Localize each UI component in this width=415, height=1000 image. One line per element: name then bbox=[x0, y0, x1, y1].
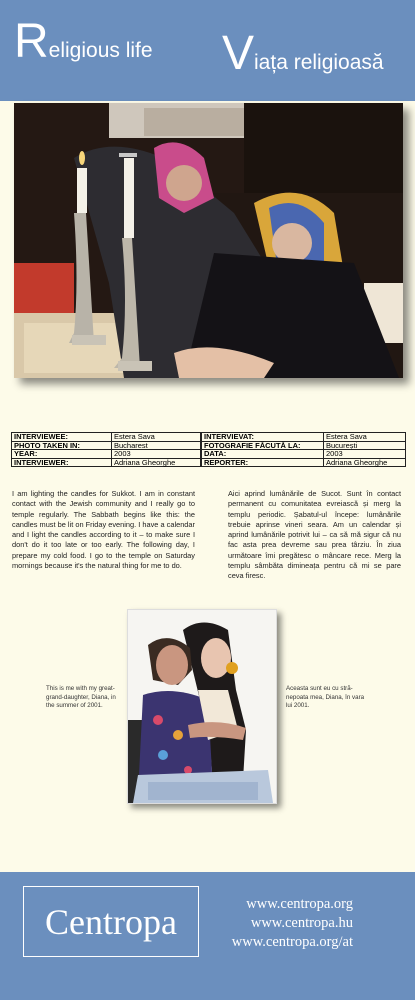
interview-table-romanian bbox=[201, 432, 406, 467]
table-row bbox=[202, 458, 406, 467]
row-label: DATA: bbox=[202, 450, 324, 459]
photo-grandmother-granddaughter-image bbox=[128, 610, 276, 803]
table-row bbox=[202, 433, 406, 442]
row-label: INTERVIEVAT: bbox=[202, 433, 324, 442]
row-label: YEAR: bbox=[12, 450, 112, 459]
row-value: Estera Sava bbox=[112, 433, 201, 442]
interview-table-english bbox=[11, 432, 201, 467]
body-text-english: I am lighting the candles for Sukkot. I am in constant contact with the Jewish community and I really go to temple regularly. The Sabbath begins like this: the candles must be lit on Friday evening. I have a calendar and I light the candles according to it – to make sure I don't do it too late or too early. The following day, I prepare my cold food. I go to the temple on Saturday mornings because it's the natural thing for me to do. bbox=[12, 489, 195, 571]
photo-candle-lighting-image bbox=[14, 103, 403, 378]
link-centropa-hu[interactable]: www.centropa.hu bbox=[250, 915, 353, 931]
caption-romanian: Aceasta sunt eu cu stră-nepoata mea, Diana, în vara lui 2001. bbox=[286, 685, 365, 710]
table-row bbox=[12, 458, 201, 467]
row-value: 2003 bbox=[324, 450, 406, 459]
row-label: PHOTO TAKEN IN: bbox=[12, 441, 112, 450]
table-row bbox=[12, 433, 201, 442]
table-row bbox=[202, 450, 406, 459]
photo-candle-lighting bbox=[14, 103, 403, 378]
caption-english: This is me with my great-grand-daughter, Diana, in the summer of 2001. bbox=[46, 685, 116, 710]
photo-grandmother-granddaughter bbox=[127, 609, 277, 804]
row-label: REPORTER: bbox=[202, 458, 324, 467]
row-value: Adriana Gheorghe bbox=[112, 458, 201, 467]
table-row bbox=[12, 441, 201, 450]
row-label: INTERVIEWEE: bbox=[12, 433, 112, 442]
title-ro-rest: iața religioasă bbox=[254, 51, 384, 74]
row-value: București bbox=[324, 441, 406, 450]
link-centropa-at[interactable]: www.centropa.org/at bbox=[231, 934, 353, 950]
title-en-rest: eligious life bbox=[48, 39, 153, 62]
centropa-logo: Centropa bbox=[23, 886, 199, 957]
row-value: Adriana Gheorghe bbox=[324, 458, 406, 467]
row-value: Bucharest bbox=[112, 441, 201, 450]
row-value: Estera Sava bbox=[324, 433, 406, 442]
link-centropa-org[interactable]: www.centropa.org bbox=[246, 896, 353, 912]
title-en-initial: R bbox=[14, 15, 49, 68]
title-english bbox=[14, 15, 153, 68]
row-label: INTERVIEWER: bbox=[12, 458, 112, 467]
body-text-romanian: Aici aprind lumânările de Sucot. Sunt în contact permanent cu comunitatea evreiască și merg la templu periodic. Șabatul-ul începe: lumânările trebuie aprinse vineri seara. Am un calendar și aprind lumânările potrivit lui – ca să mă sigur că nu fac asta prea devreme sau prea târziu. În ziua următoare îmi pregătesc o mâncare rece. Merg la templu sâmbăta dimineața pentru că mi se pare ceva firesc. bbox=[228, 489, 401, 581]
title-romanian bbox=[222, 27, 384, 80]
row-value: 2003 bbox=[112, 450, 201, 459]
row-label: FOTOGRAFIE FĂCUTĂ LA: bbox=[202, 441, 324, 450]
title-ro-initial: V bbox=[222, 27, 255, 80]
table-row bbox=[202, 441, 406, 450]
footer-links bbox=[232, 895, 353, 952]
table-row bbox=[12, 450, 201, 459]
